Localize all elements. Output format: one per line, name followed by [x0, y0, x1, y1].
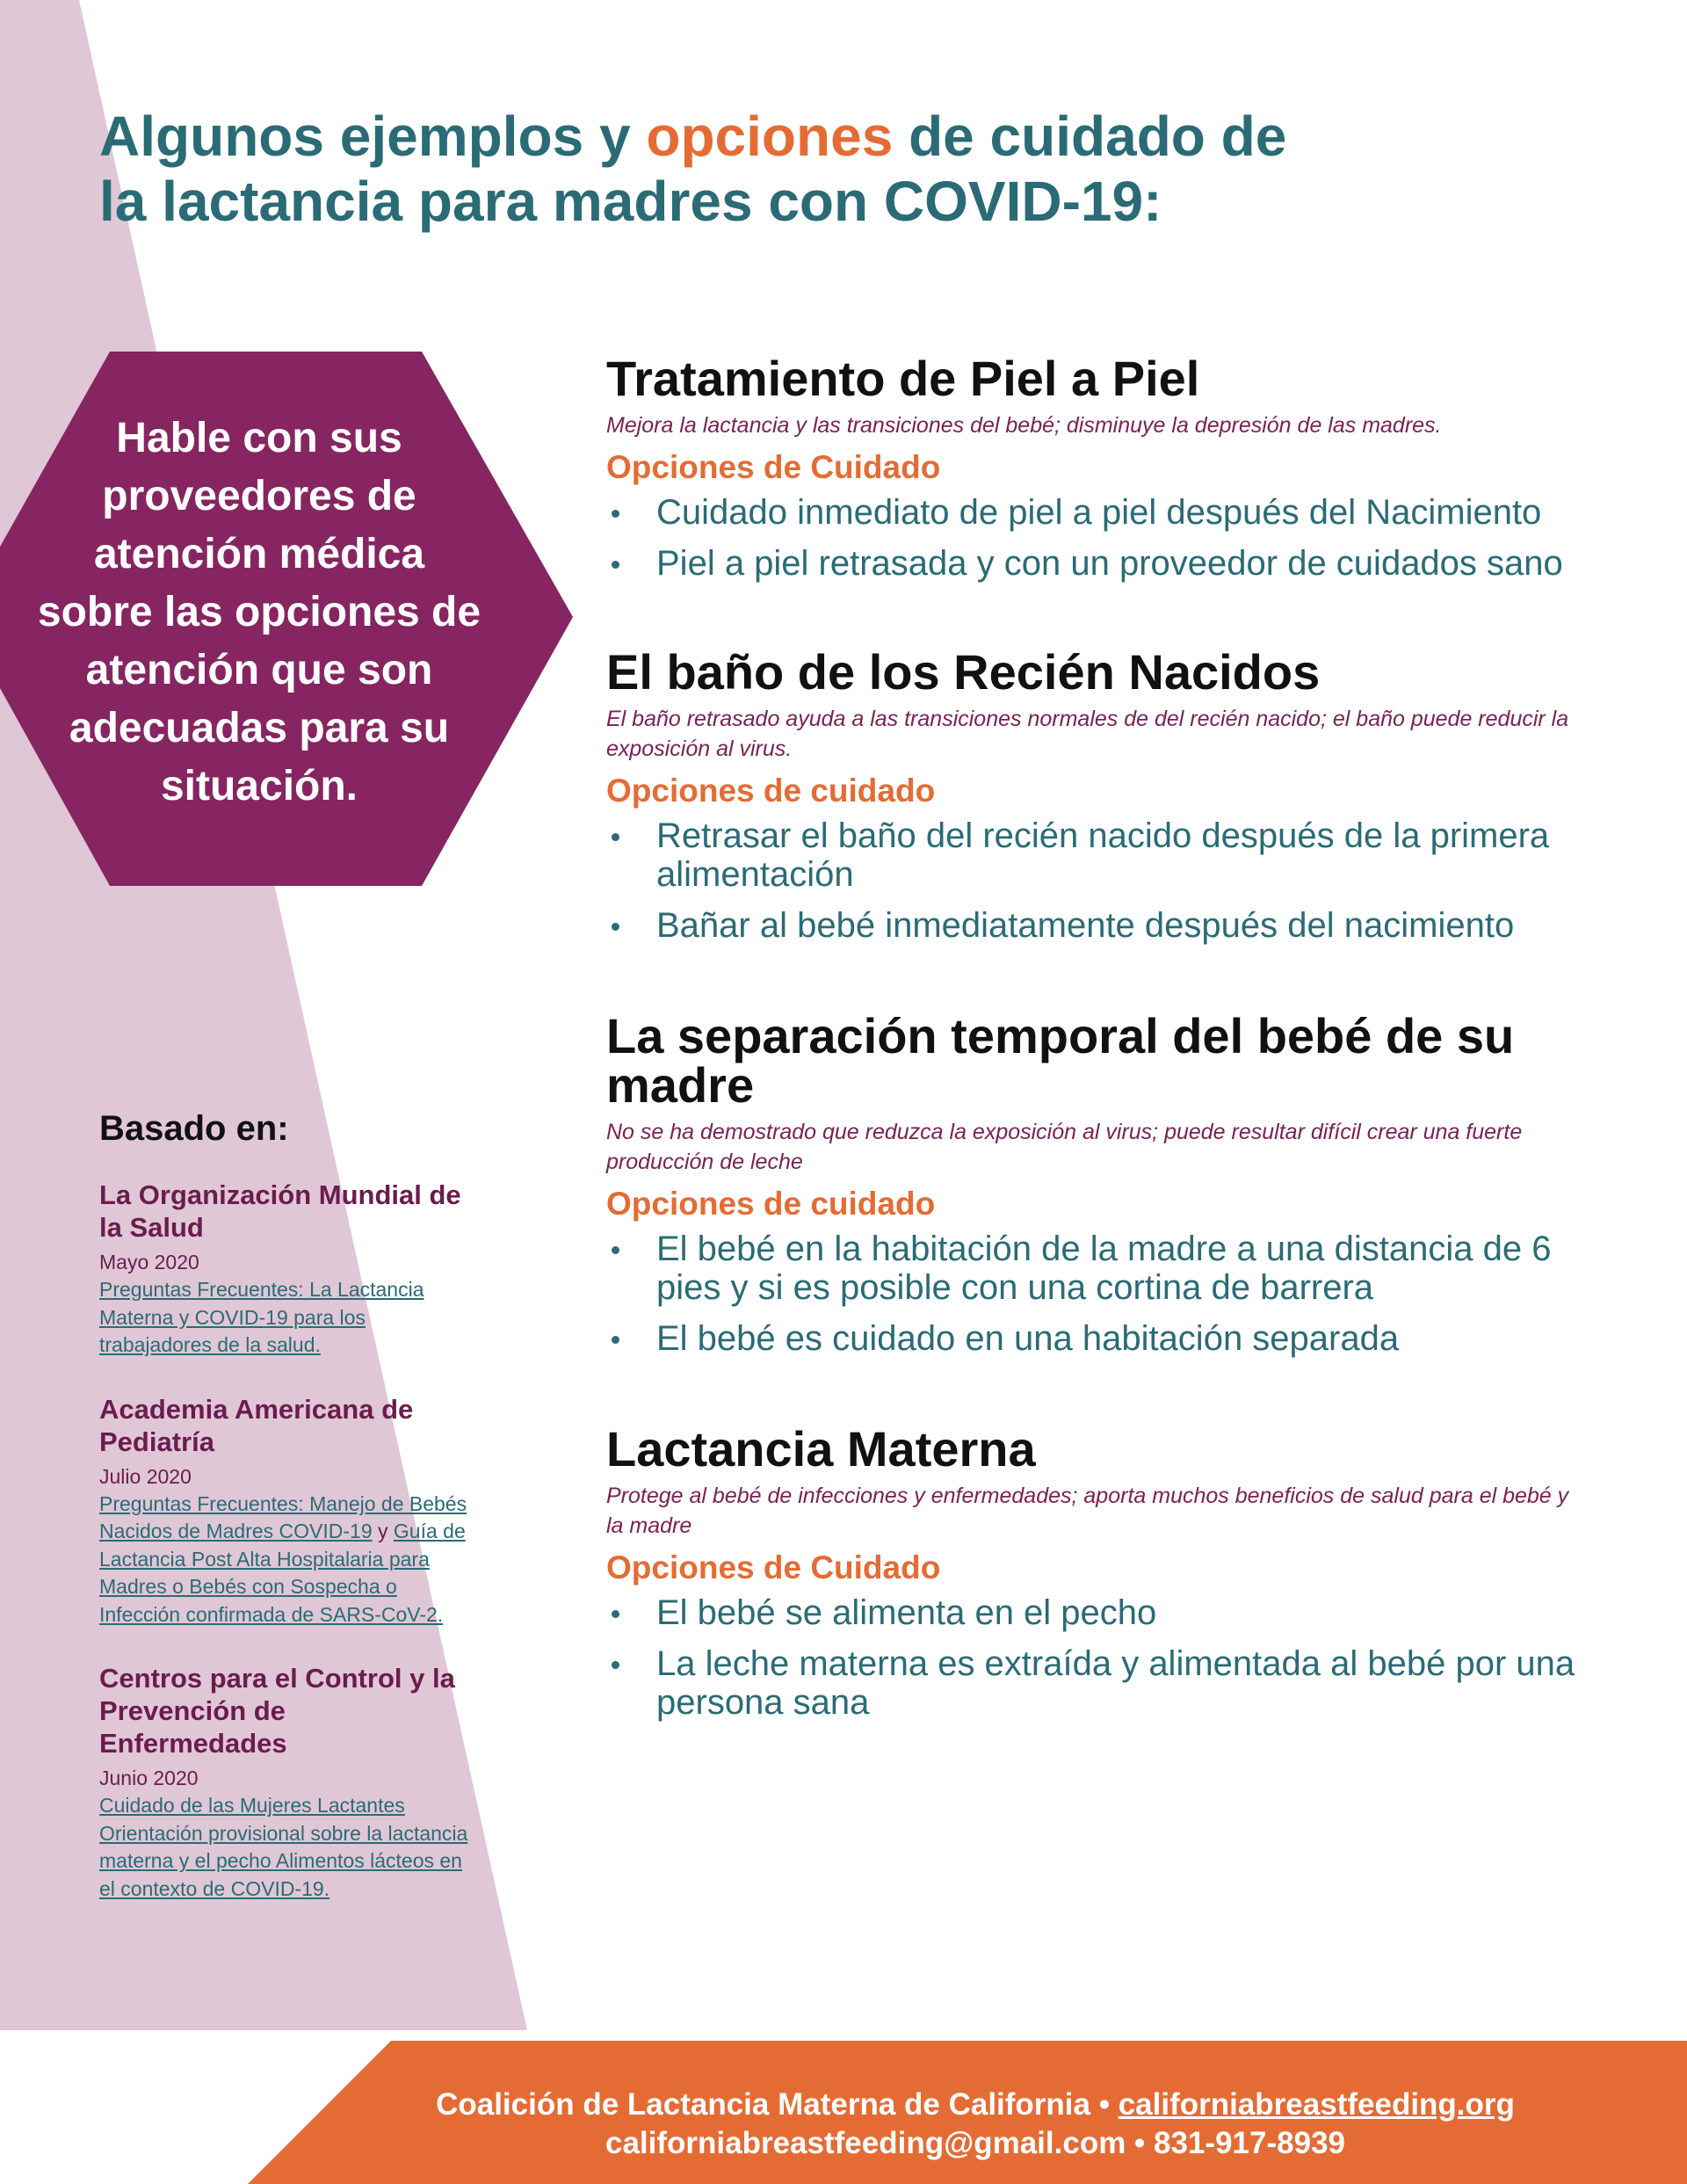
footer-website-link[interactable]: californiabreastfeeding.org	[1118, 2087, 1515, 2122]
section-heading: Lactancia Materna	[606, 1421, 1036, 1477]
footer-line-1	[360, 2086, 1590, 2124]
source-link-secondary[interactable]: Guía de Lactancia Post Alta Hospitalaria para Madres o Bebés con Sospecha o Infección confirmada de SARS-CoV-2.	[99, 1520, 466, 1626]
page-title	[99, 104, 1505, 234]
sources-panel	[99, 1109, 468, 1936]
title-line1-part1: Algunos ejemplos y	[99, 105, 647, 168]
section-breastfeeding	[606, 1421, 1617, 1722]
source-link-separator: y	[372, 1520, 394, 1542]
title-line2: la lactancia para madres con COVID-19:	[99, 170, 1162, 233]
options-list	[606, 493, 1617, 583]
source-name: La Organización Mundial de la Salud	[99, 1179, 461, 1243]
option-item: Piel a piel retrasada y con un proveedor de cuidados sano	[606, 544, 1623, 583]
source-links	[99, 1792, 468, 1903]
option-item: Cuidado inmediato de piel a piel después del Nacimiento	[606, 493, 1623, 532]
options-list	[606, 1230, 1617, 1358]
source-item	[99, 1179, 468, 1360]
section-skin-to-skin	[606, 351, 1617, 583]
source-links	[99, 1491, 468, 1629]
options-label: Opciones de Cuidado	[606, 449, 941, 485]
sources-title: Basado en:	[99, 1109, 289, 1148]
source-item	[99, 1393, 468, 1629]
source-date: Julio 2020	[99, 1464, 192, 1488]
option-item: El bebé se alimenta en el pecho	[606, 1593, 1623, 1632]
option-item: Retrasar el baño del recién nacido después de la primera alimentación	[606, 816, 1623, 894]
options-label: Opciones de cuidado	[606, 773, 936, 809]
footer-bullet: •	[1126, 2126, 1155, 2160]
hexagon-callout-text: Hable con sus proveedores de atención médica sobre las opciones de atención que son adecuadas para su situación.	[37, 415, 481, 809]
source-link[interactable]: Cuidado de las Mujeres Lactantes Orientación provisional sobre la lactancia materna y el pecho Alimentos lácteos en el contexto de COVID-19.	[99, 1794, 468, 1900]
footer-phone: 831-917-8939	[1154, 2126, 1345, 2160]
options-list	[606, 1593, 1617, 1722]
source-date: Mayo 2020	[99, 1251, 199, 1273]
care-options-content	[606, 351, 1617, 1734]
source-date: Junio 2020	[99, 1767, 199, 1789]
footer-email[interactable]: californiabreastfeeding@gmail.com	[605, 2126, 1126, 2160]
footer	[360, 2060, 1687, 2184]
section-heading: Tratamiento de Piel a Piel	[606, 351, 1200, 406]
source-link[interactable]: Preguntas Frecuentes: Manejo de Bebés Nacidos de Madres COVID-19	[99, 1491, 467, 1542]
option-item: El bebé es cuidado en una habitación separada	[606, 1319, 1623, 1358]
source-name: Academia Americana de Pediatría	[99, 1393, 414, 1457]
footer-bullet: •	[1090, 2087, 1119, 2122]
source-item	[99, 1662, 468, 1903]
title-accent-word: opciones	[646, 105, 894, 168]
section-description: No se ha demostrado que reduzca la exposición al virus; puede resultar difícil crear una fuerte producción de leche	[606, 1120, 1523, 1174]
section-description: Mejora la lactancia y las transiciones del bebé; disminuye la depresión de las madres.	[606, 413, 1442, 438]
section-heading: El baño de los Recién Nacidos	[606, 644, 1321, 700]
source-links	[99, 1276, 468, 1360]
options-label: Opciones de Cuidado	[606, 1549, 941, 1585]
section-temporary-separation	[606, 1008, 1617, 1358]
option-item: El bebé en la habitación de la madre a una distancia de 6 pies y si es posible con una cortina de barrera	[606, 1230, 1623, 1307]
options-label: Opciones de cuidado	[606, 1186, 936, 1222]
section-heading: La separación temporal del bebé de su madre	[606, 1008, 1515, 1113]
footer-org-name: Coalición de Lactancia Materna de California	[436, 2087, 1090, 2122]
options-list	[606, 816, 1617, 945]
option-item: La leche materna es extraída y alimentada al bebé por una persona sana	[606, 1644, 1623, 1722]
section-description: El baño retrasado ayuda a las transiciones normales de del recién nacido; el baño puede reducir la exposición al virus.	[606, 707, 1569, 761]
option-item: Bañar al bebé inmediatamente después del nacimiento	[606, 906, 1623, 945]
section-description: Protege al bebé de infecciones y enfermedades; aporta muchos beneficios de salud para el bebé y la madre	[606, 1484, 1569, 1538]
title-line1-part2: de cuidado de	[893, 105, 1287, 168]
source-link[interactable]: Preguntas Frecuentes: La Lactancia Materna y COVID-19 para los trabajadores de la salud.	[99, 1278, 424, 1356]
footer-line-2	[360, 2124, 1590, 2163]
source-name: Centros para el Control y la Prevención de Enfermedades	[99, 1663, 455, 1759]
section-newborn-bath	[606, 644, 1617, 945]
